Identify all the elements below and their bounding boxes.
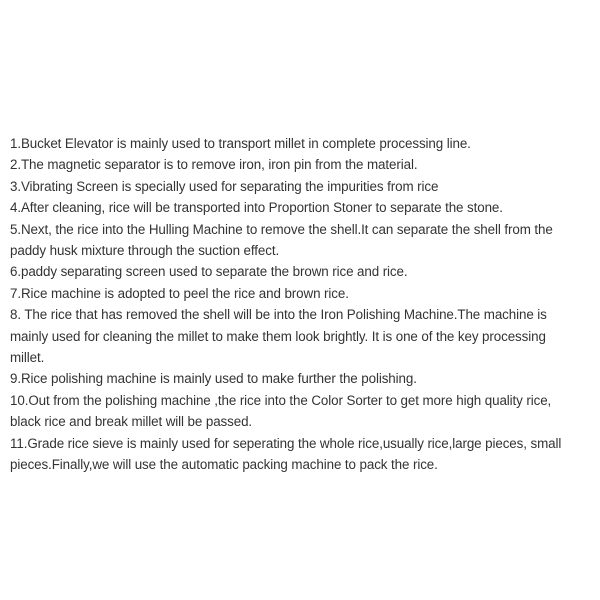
text-line-13: 10.Out from the polishing machine ,the rice into the Color Sorter to get more high quality rice, — [10, 392, 552, 408]
text-line-8: 7.Rice machine is adopted to peel the rice and brown rice. — [10, 285, 349, 301]
text-line-5: 5.Next, the rice into the Hulling Machine to remove the shell.It can separate the shell from the — [10, 221, 553, 237]
text-line-2: 2.The magnetic separator is to remove iron, iron pin from the material. — [10, 157, 418, 173]
text-line-7: 6.paddy separating screen used to separate the brown rice and rice. — [10, 264, 408, 280]
text-line-11: millet. — [10, 350, 45, 366]
text-line-9: 8. The rice that has removed the shell will be into the Iron Polishing Machine.The machine is — [10, 307, 547, 323]
text-line-12: 9.Rice polishing machine is mainly used to make further the polishing. — [10, 371, 417, 387]
text-line-14: black rice and break millet will be passed. — [10, 414, 253, 430]
text-line-10: mainly used for cleaning the millet to make them look brightly. It is one of the key processing — [10, 328, 546, 344]
text-line-4: 4.After cleaning, rice will be transported into Proportion Stoner to separate the stone. — [10, 200, 503, 216]
text-line-15: 11.Grade rice sieve is mainly used for seperating the whole rice,usually rice,large pieces, small — [10, 435, 562, 451]
text-line-1: 1.Bucket Elevator is mainly used to transport millet in complete processing line. — [10, 136, 471, 151]
process-description — [10, 133, 594, 476]
text-line-3: 3.Vibrating Screen is specially used for separating the impurities from rice — [10, 178, 439, 194]
text-line-16: pieces.Finally,we will use the automatic packing machine to pack the rice. — [10, 457, 438, 473]
text-line-6: paddy husk mixture through the suction effect. — [10, 243, 280, 259]
